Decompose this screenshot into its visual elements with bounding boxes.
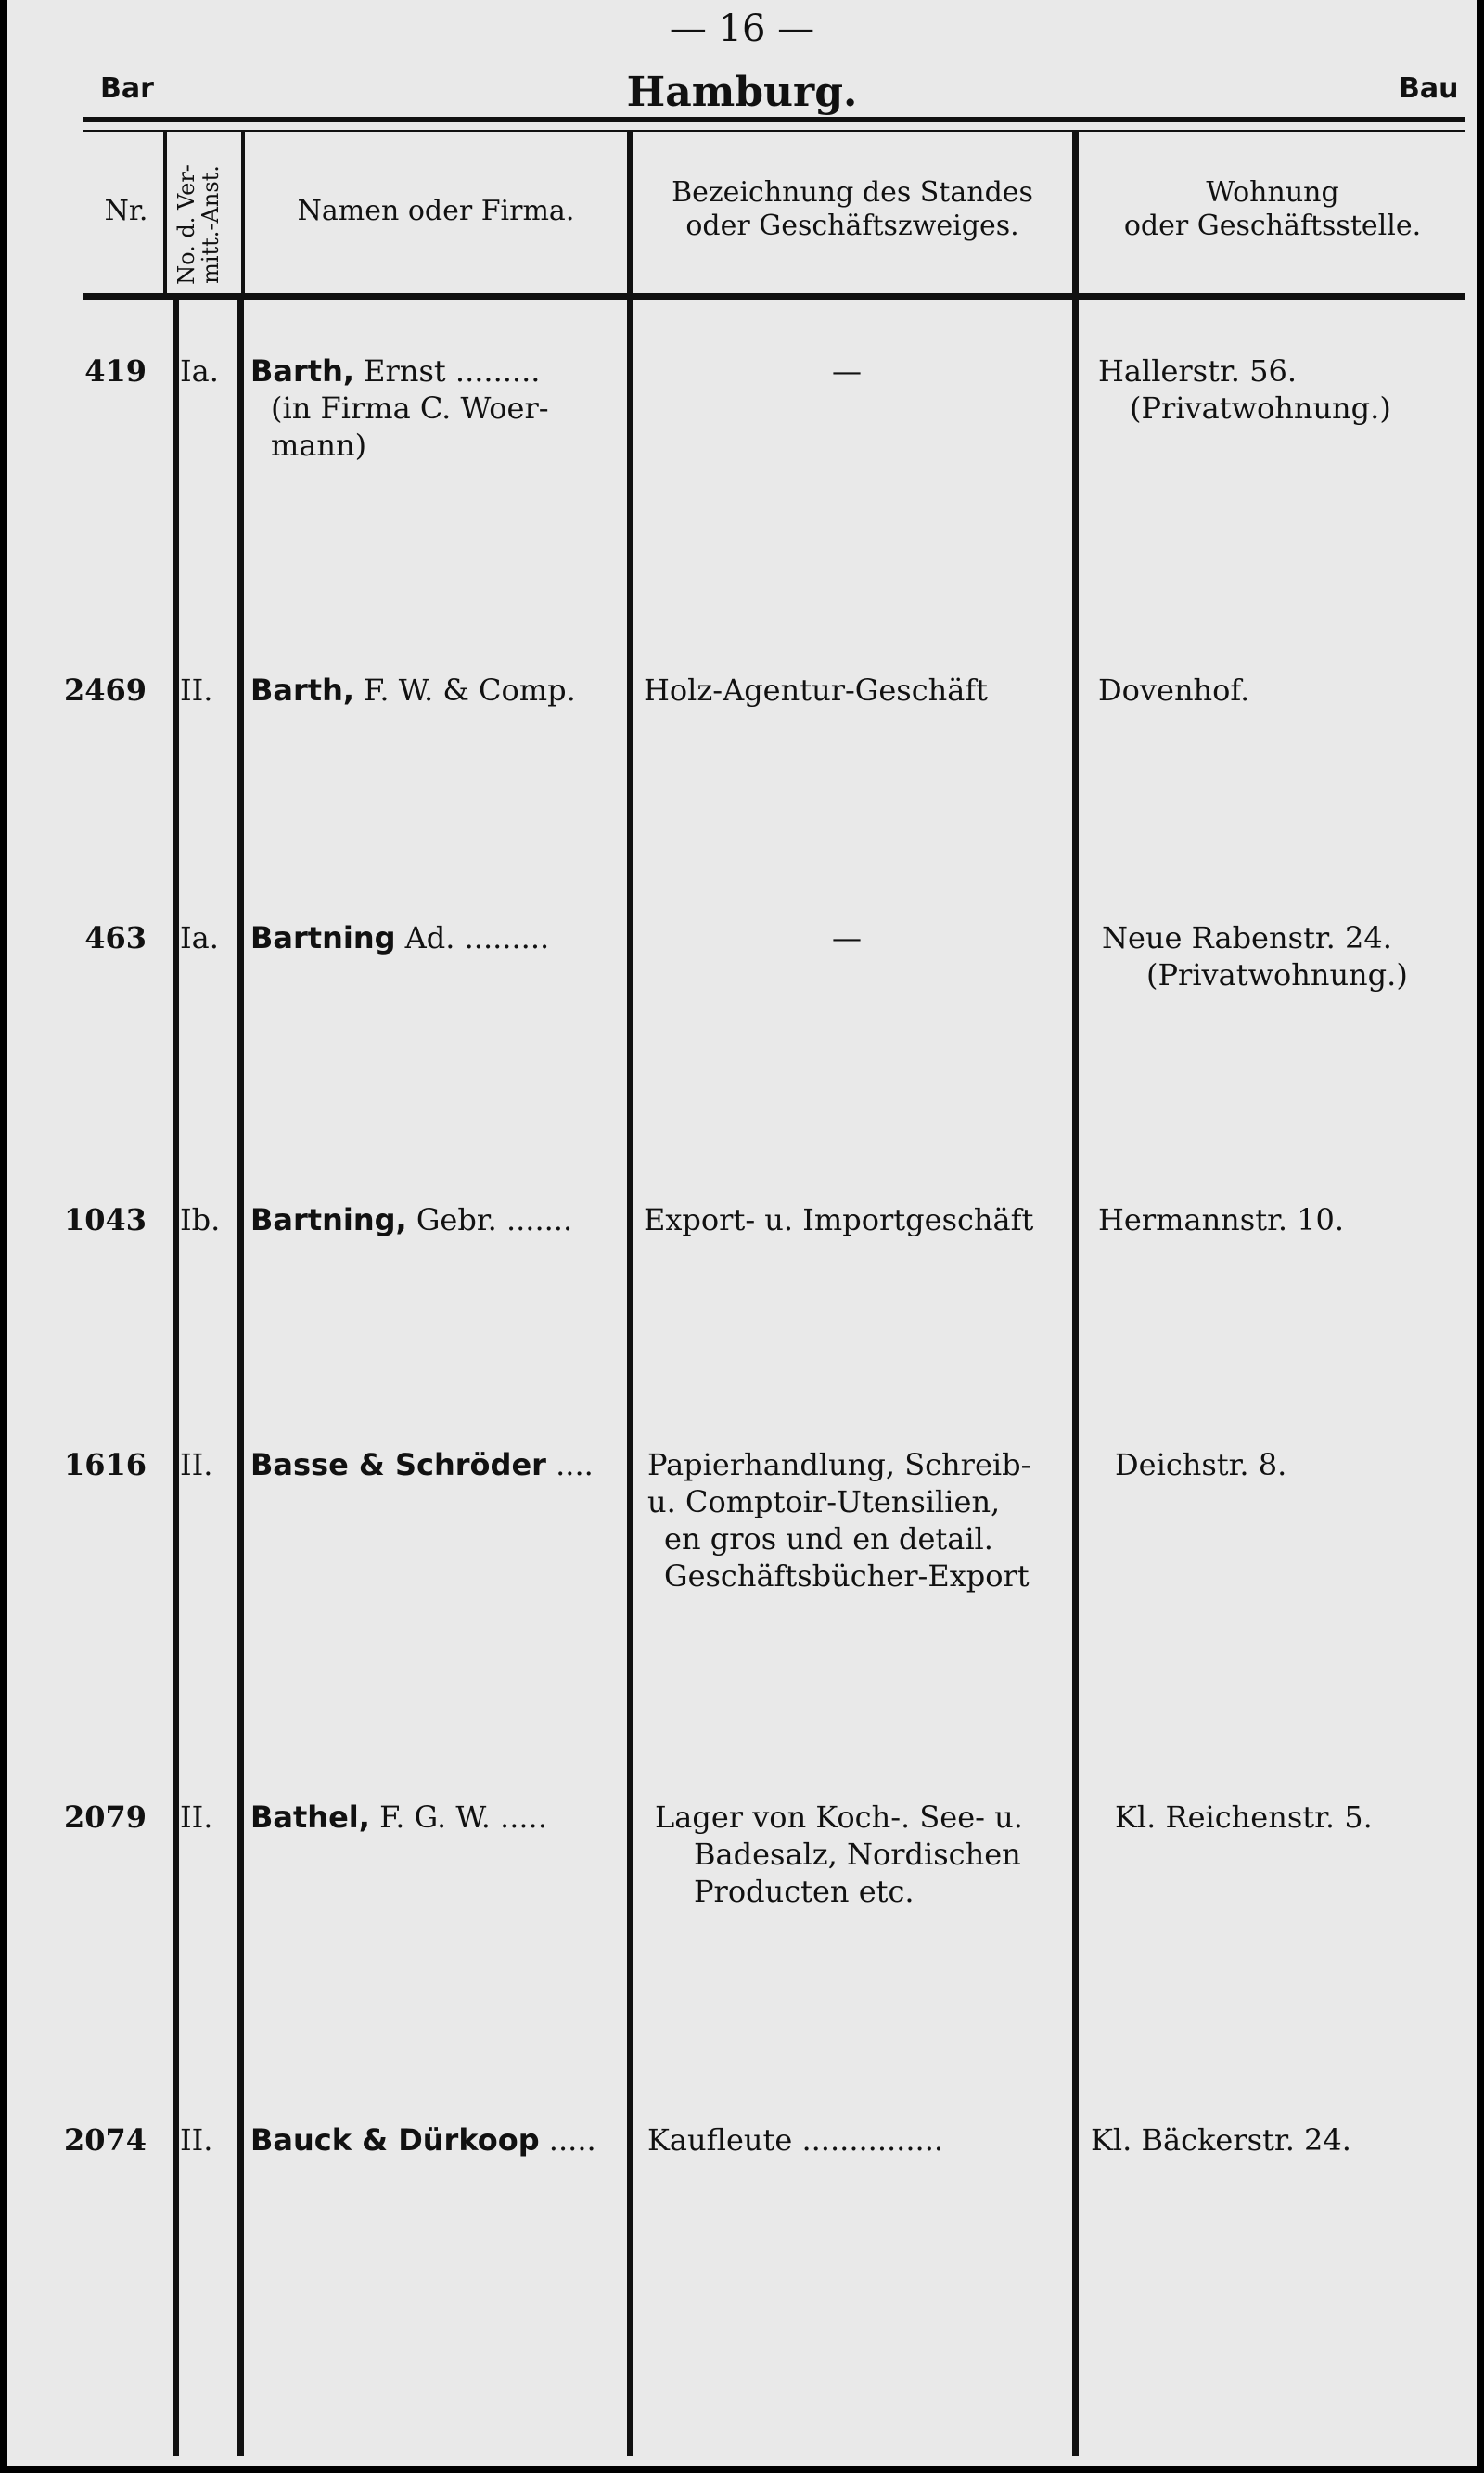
entry-occupation: u. Comptoir-Utensilien, — [647, 1484, 1001, 1519]
header-name: Namen oder Firma. — [297, 195, 575, 227]
entry-nr: 463 — [84, 920, 147, 955]
entry-address: Dovenhof. — [1098, 673, 1250, 708]
page-title: Hamburg. — [626, 69, 858, 116]
entry-class: II. — [180, 1800, 213, 1835]
keyword-left: Bar — [100, 72, 154, 105]
entry-occupation: Geschäftsbücher-Export — [664, 1558, 1030, 1594]
top-rule-thin — [83, 130, 1465, 132]
entry-class: II. — [180, 673, 213, 708]
entry-occupation: Lager von Koch-. See- u. — [655, 1800, 1023, 1835]
entry-nr: 1043 — [63, 1202, 147, 1237]
entry-name: Barth, F. W. & Comp. — [250, 673, 576, 708]
header-class: No. d. Ver- mitt.-Anst. — [173, 164, 224, 285]
entry-class: Ia. — [180, 920, 219, 955]
entry-occupation: Export- u. Importgeschäft — [644, 1202, 1034, 1237]
entry-occupation: Badesalz, Nordischen — [694, 1837, 1021, 1872]
entry-name: Bartning, Gebr. ....... — [250, 1202, 573, 1237]
entry-address: (Privatwohnung.) — [1146, 957, 1408, 993]
top-rule — [83, 117, 1465, 122]
document-page — [7, 0, 1477, 2466]
entry-name: Barth, Ernst ......... — [250, 353, 541, 389]
entry-class: Ia. — [180, 353, 219, 389]
header-occupation: Bezeichnung des Standes oder Geschäftszweiges. — [672, 176, 1033, 242]
entry-address: (Privatwohnung.) — [1130, 391, 1391, 426]
entry-occupation: en gros und en detail. — [664, 1521, 993, 1557]
page-number: — 16 — — [669, 7, 815, 50]
entry-class: II. — [180, 2122, 213, 2158]
entry-address: Neue Rabenstr. 24. — [1102, 920, 1392, 955]
header-rule — [83, 293, 1465, 300]
entry-address: Hermannstr. 10. — [1098, 1202, 1345, 1237]
column-rule-1 — [173, 300, 179, 2456]
entry-occupation: — — [832, 353, 862, 389]
entry-name: Basse & Schröder .... — [250, 1447, 594, 1482]
entry-name-extra: mann) — [271, 428, 367, 463]
column-rule-1-header — [163, 132, 167, 293]
entry-occupation: Holz-Agentur-Geschäft — [644, 673, 989, 708]
entry-name: Bathel, F. G. W. ..... — [250, 1800, 547, 1835]
column-rule-2-header — [241, 132, 245, 293]
entry-occupation: — — [832, 920, 862, 955]
entry-nr: 2469 — [63, 673, 147, 708]
entry-nr: 2079 — [63, 1800, 147, 1835]
column-rule-2 — [237, 300, 244, 2456]
header-nr: Nr. — [104, 195, 148, 227]
keyword-right: Bau — [1399, 72, 1459, 105]
entry-name: Bauck & Dürkoop ..... — [250, 2122, 596, 2158]
entry-nr: 2074 — [63, 2122, 147, 2158]
entry-occupation: Kaufleute ............... — [647, 2122, 944, 2158]
entry-name: Bartning Ad. ......... — [250, 920, 550, 955]
entry-address: Deichstr. 8. — [1115, 1447, 1287, 1482]
entry-occupation: Papierhandlung, Schreib- — [647, 1447, 1031, 1482]
entry-nr: 419 — [84, 353, 147, 389]
column-rule-4 — [1072, 132, 1079, 2456]
entry-class: II. — [180, 1447, 213, 1482]
header-address: Wohnung oder Geschäftsstelle. — [1123, 176, 1422, 242]
entry-occupation: Producten etc. — [694, 1874, 915, 1909]
column-rule-3 — [627, 132, 633, 2456]
entry-class: Ib. — [180, 1202, 221, 1237]
entry-address: Kl. Reichenstr. 5. — [1115, 1800, 1373, 1835]
entry-name-extra: (in Firma C. Woer- — [271, 391, 549, 426]
entry-address: Hallerstr. 56. — [1098, 353, 1297, 389]
entry-address: Kl. Bäckerstr. 24. — [1091, 2122, 1351, 2158]
entry-nr: 1616 — [63, 1447, 147, 1482]
